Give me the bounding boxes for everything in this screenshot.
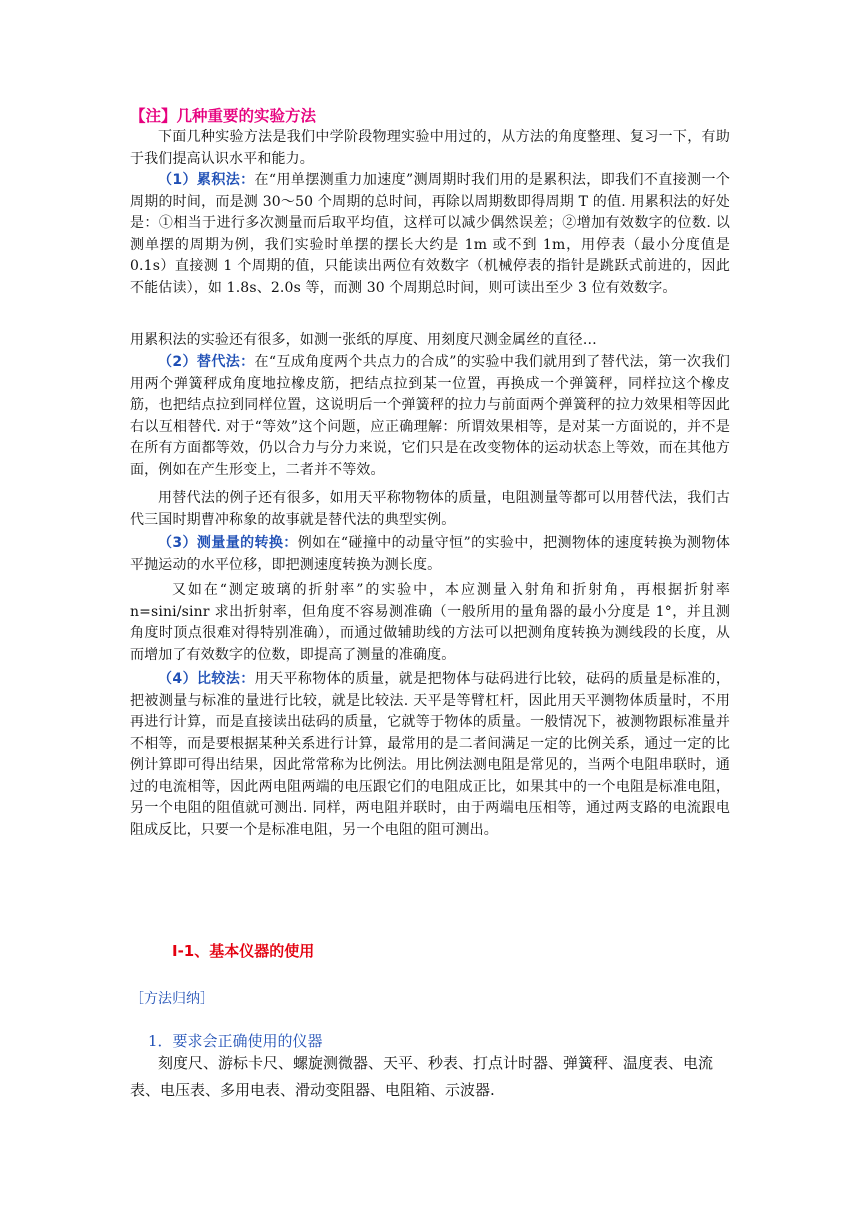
intro-paragraph: 下面几种实验方法是我们中学阶段物理实验中用过的，从方法的角度整理、复习一下，有助于我们提高认识水平和能力。 bbox=[130, 129, 730, 167]
requirement-heading: 1．要求会正确使用的仪器 bbox=[148, 1032, 323, 1050]
method-conversion bbox=[130, 533, 730, 576]
substitution-note: 用替代法的例子还有很多，如用天平称物物体的质量，电阻测量等都可以用替代法，我们古代三国时期曹冲称象的故事就是替代法的典型实例。 bbox=[130, 490, 730, 528]
method-label: （2）替代法： bbox=[158, 354, 255, 370]
section-heading: Ⅰ-1、基本仪器的使用 bbox=[172, 942, 315, 960]
method-label: （1）累积法： bbox=[158, 172, 255, 188]
method-accumulation bbox=[130, 170, 730, 299]
method-text: 在“用单摆测重力加速度”测周期时我们用的是累积法，即我们不直接测一个周期的时间，而是测 30～50 个周期的总时间，再除以周期数即得周期 T 的值. 用累积法的好处是：①相当于进行多次测量而后取平均值，这样可以减少偶然误差；②增加有效数字的位数. 以测单摆的周期为例，我们实验时单摆的摆长大约是 1m 或不到 1m，用停表（最小分度值是 0.1s）直接测 1 个周期的值，只能读出两位有效数字（机械停表的指针是跳跃式前进的，因此不能估读），如 1.8s、2.0s 等，而测 30 个周期总时间，则可读出至少 3 位有效数字。 bbox=[130, 172, 730, 296]
method-summary-label: ［方法归纳］ bbox=[130, 991, 214, 1007]
instrument-list: 刻度尺、游标卡尺、螺旋测微器、天平、秒表、打点计时器、弹簧秤、温度表、电流表、电压表、多用电表、滑动变阻器、电阻箱、示波器. bbox=[130, 1054, 714, 1099]
page-title: 【注】几种重要的实验方法 bbox=[130, 107, 317, 125]
method-label: （3）测量量的转换： bbox=[158, 535, 298, 551]
method-substitution bbox=[130, 352, 730, 481]
method-comparison bbox=[130, 669, 730, 841]
method-text: 用天平称物体的质量，就是把物体与砝码进行比较，砝码的质量是标准的，把被测量与标准的量进行比较，就是比较法. 天平是等臂杠杆，因此用天平测物体质量时，不用再进行计算，而是直接读出砝码的质量，它就等于物体的质量。一般情况下，被测物跟标准量并不相等，而是要根据某种关系进行计算，最常用的是二者间满足一定的比例关系，通过一定的比例计算即可得出结果，因此常常称为比例法。用比例法测电阻是常见的，当两个电阻串联时，通过的电流相等，因此两电阻两端的电压跟它们的电阻成正比，如果其中的一个电阻是标准电阻，另一个电阻的阻值就可测出. 同样，两电阻并联时，由于两端电压相等，通过两支路的电流跟电阻成反比，只要一个是标准电阻，另一个电阻的阻可测出。 bbox=[130, 671, 730, 838]
accumulation-note: 用累积法的实验还有很多，如测一张纸的厚度、用刻度尺测金属丝的直径… bbox=[130, 332, 597, 348]
method-label: （4）比较法： bbox=[158, 671, 255, 687]
method-text: 在“互成角度两个共点力的合成”的实验中我们就用到了替代法，第一次我们用两个弹簧秤成角度地拉橡皮筋，把结点拉到某一位置，再换成一个弹簧秤，同样拉这个橡皮筋，也把结点拉到同样位置，这说明后一个弹簧秤的拉力与前面两个弹簧秤的拉力效果相等因此右以互相替代. 对于“等效”这个问题，应正确理解：所谓效果相等，是对某一方面说的，并不是在所有方面都等效，仍以合力与分力来说，它们只是在改变物体的运动状态上等效，而在其他方面，例如在产生形变上，二者并不等效。 bbox=[130, 354, 730, 478]
refraction-note: 又如在“测定玻璃的折射率”的实验中，本应测量入射角和折射角，再根据折射率 n=sini/sinr 求出折射率，但角度不容易测准确（一般所用的量角器的最小分度是 1°，并且测角度时顶点很难对得特别准确），而通过做辅助线的方法可以把测角度转换为测线段的长度，从而增加了有效数字的位数，即提高了测量的准确度。 bbox=[130, 582, 730, 663]
method-text: 例如在“碰撞中的动量守恒”的实验中，把测物体的速度转换为测物体平抛运动的水平位移，即把测速度转换为测长度。 bbox=[130, 535, 730, 573]
